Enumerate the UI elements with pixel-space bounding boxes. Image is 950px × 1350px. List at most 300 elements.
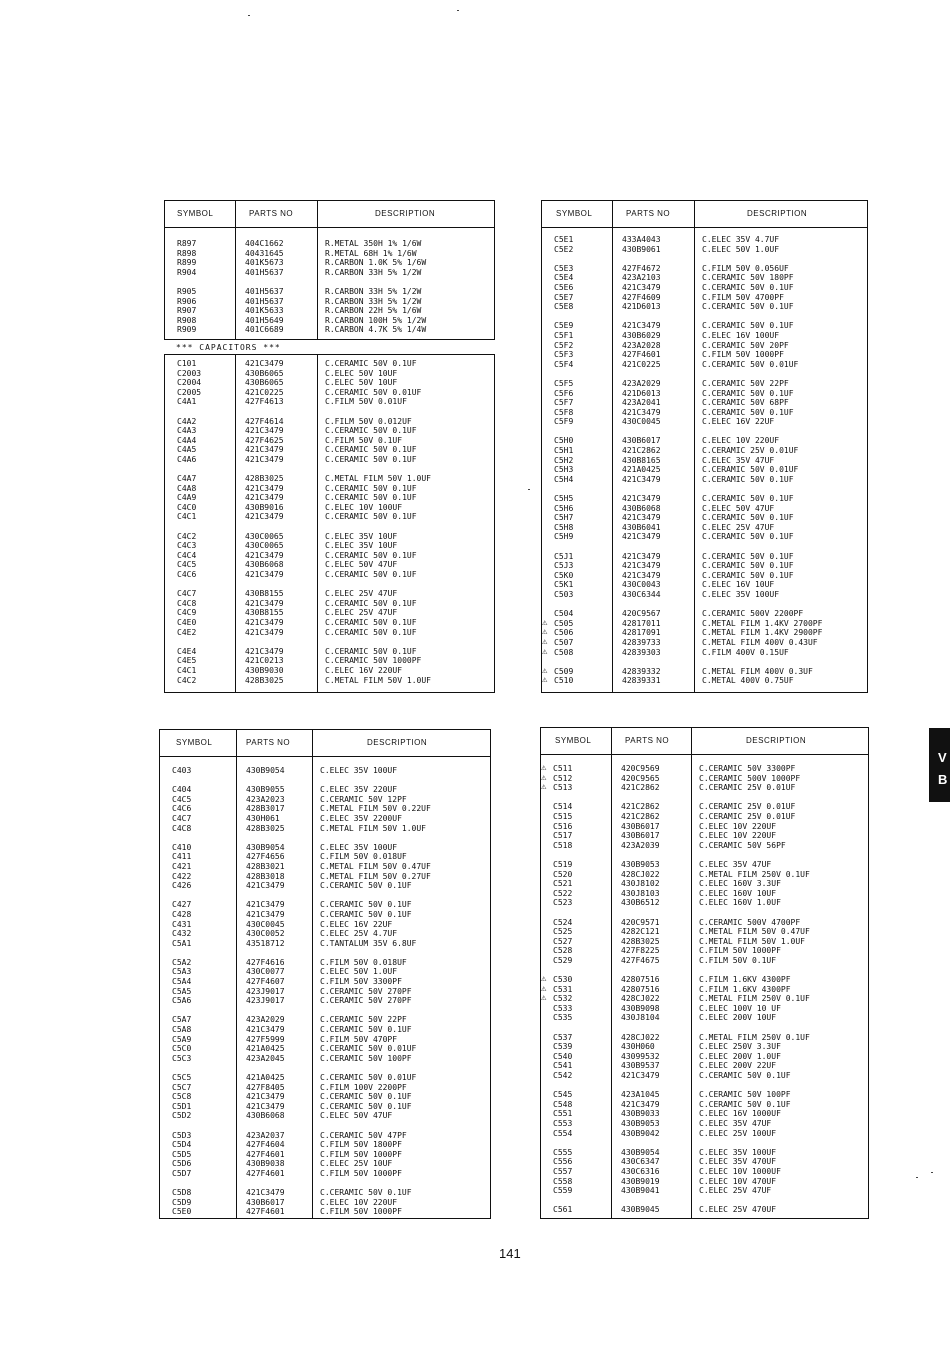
table-row [160,852,490,862]
description-cell: R.CARBON 22H 5% 1/6W [325,306,422,316]
description-cell: C.ELEC 16V 1000UF [699,1109,781,1119]
table-row [160,967,490,977]
table-row [541,1109,868,1119]
table-row [542,465,867,475]
table-row [160,795,490,805]
symbol-cell: C4A5 [177,445,197,455]
parts-no-cell: 430J8103 [621,888,660,898]
table-row [165,268,494,278]
table-row [165,445,494,455]
parts-no-cell: 421C3479 [246,1188,285,1198]
table-row [541,802,868,812]
table-row [160,939,490,949]
table-header [542,201,867,228]
description-cell: C.CERAMIC 50V 0.1UF [702,570,794,580]
row-spacer [165,637,494,647]
description-cell: C.ELEC 35V 100UF [320,842,398,852]
table-row [165,656,494,666]
symbol-cell: C523 [553,898,573,908]
description-cell: C.CERAMIC 50V 0.1UF [325,445,417,455]
row-spacer [542,600,867,610]
row-spacer [165,580,494,590]
table-row [542,504,867,514]
safety-warning-icon: ⚠ [542,627,548,638]
table-row [160,766,490,776]
symbol-cell: C508 [554,647,574,657]
description-cell: C.CERAMIC 50V 0.1UF [320,909,412,919]
table-row [160,1207,490,1217]
description-cell: C.CERAMIC 50V 20PF [702,340,789,350]
parts-no-cell: 430B9016 [245,502,284,512]
table-row [541,994,868,1004]
description-cell: C.CERAMIC 50V 1000PF [325,656,422,666]
table-row [542,523,867,533]
symbol-cell: C5F4 [554,359,574,369]
description-cell: C.FILM 50V 0.01UF [325,397,407,407]
symbol-cell: C5E4 [554,273,574,283]
header-parts-no: PARTS NO [246,738,291,747]
description-cell: R.METAL 350H 1% 1/6W [325,239,422,248]
description-cell: C.ELEC 35V 10UF [325,541,398,551]
table-row [542,379,867,389]
parts-no-cell: 401H5637 [245,286,284,296]
table-row [542,513,867,523]
speck [457,10,459,11]
description-cell: C.FILM 50V 1000PF [320,1168,402,1178]
table-row [542,245,867,255]
parts-no-cell: 427F5999 [246,1034,285,1044]
table-row [541,1004,868,1014]
description-cell: C.CERAMIC 50V 0.1UF [702,494,794,504]
description-cell: C.METAL FILM 250V 0.1UF [699,1032,810,1042]
speck [528,489,530,490]
description-cell: C.CERAMIC 50V 3300PF [699,764,796,773]
parts-no-cell: 4282C121 [621,927,660,937]
symbol-cell: C5H8 [554,522,574,532]
parts-no-cell: 401K5633 [245,306,284,316]
row-spacer [542,542,867,552]
symbol-cell: C516 [553,821,573,831]
symbol-cell: C548 [553,1099,573,1109]
symbol-cell: C5A5 [172,986,192,996]
symbol-cell: R904 [177,267,197,277]
parts-no-cell: 420C9565 [621,773,660,783]
description-cell: C.ELEC 50V 1.0UF [702,244,780,254]
description-cell: C.CERAMIC 50V 0.01UF [320,1044,417,1054]
symbol-cell: C4A8 [177,483,197,493]
parts-no-cell: 430B9033 [621,1109,660,1119]
parts-table-bottom-left [159,729,491,1219]
description-cell: R.METAL 68H 1% 1/6W [325,248,417,258]
symbol-cell: C503 [554,589,574,599]
table-row [165,503,494,513]
parts-no-cell: 421C3479 [622,570,661,580]
parts-no-cell: 430B6017 [621,821,660,831]
description-cell: C.CERAMIC 50V 0.1UF [702,561,794,571]
description-cell: C.METAL FILM 50V 1.0UF [699,936,805,946]
table-row [542,590,867,600]
description-cell: C.FILM 50V 3300PF [320,977,402,987]
parts-no-cell: 430B6512 [621,898,660,908]
description-cell: C.ELEC 160V 1.0UF [699,898,781,908]
description-cell: C.ELEC 35V 10UF [325,531,398,541]
description-cell: C.ELEC 35V 100UF [702,589,780,599]
table-row [541,1129,868,1139]
parts-no-cell: 423A2037 [246,1130,285,1140]
table-row [160,977,490,987]
table-row [165,676,494,686]
parts-no-cell: 421C2862 [621,783,660,793]
table-row [160,862,490,872]
description-cell: C.FILM 50V 0.012UF [325,416,412,426]
symbol-cell: C5F5 [554,378,574,388]
description-cell: C.ELEC 50V 1.0UF [320,967,398,977]
table-row [541,1052,868,1062]
speck [916,1177,918,1178]
parts-no-cell: 421C3479 [622,407,661,417]
table-row [542,398,867,408]
parts-no-cell: 42839733 [622,637,661,647]
table-row [165,551,494,561]
table-row [165,608,494,618]
symbol-cell: C511 [553,764,573,773]
table-row [160,1140,490,1150]
symbol-cell: C4C1 [177,512,197,522]
symbol-cell: C4A1 [177,397,197,407]
table-row [160,1169,490,1179]
description-cell: C.CERAMIC 50V 270PF [320,986,412,996]
table-body [165,239,494,685]
parts-no-cell: 430C0077 [246,967,285,977]
description-cell: C.CERAMIC 50V 0.1UF [325,598,417,608]
table-row [542,331,867,341]
description-cell: R.CARBON 100H 5% 1/2W [325,315,427,325]
table-row [160,1083,490,1093]
description-cell: C.METAL FILM 1.4KV 2700PF [702,618,823,628]
parts-no-cell: 428B3025 [621,936,660,946]
parts-no-cell: 421C3479 [245,646,284,656]
parts-no-cell: 421C3479 [245,483,284,493]
description-cell: C.CERAMIC 50V 0.1UF [702,532,794,542]
description-cell: C.METAL FILM 250V 0.1UF [699,994,810,1004]
parts-no-cell: 427F4616 [246,957,285,967]
description-cell: C.FILM 50V 0.1UF [325,435,403,445]
description-cell: R.CARBON 33H 5% 1/2W [325,267,422,277]
row-spacer [541,1196,868,1206]
parts-no-cell: 428CJ022 [621,1032,660,1042]
description-cell: C.ELEC 10V 220UF [699,831,777,841]
parts-no-cell: 430B9045 [621,1205,660,1215]
table-row [165,512,494,522]
table-row [160,1159,490,1169]
symbol-cell: C403 [172,766,192,775]
table-row [542,341,867,351]
parts-no-cell: 42839303 [622,647,661,657]
parts-no-cell: 423A2039 [621,840,660,850]
side-tab-letter-1: V [938,750,947,765]
symbol-cell: C5D8 [172,1188,192,1198]
safety-warning-icon: ⚠ [541,993,547,1004]
parts-no-cell: 430J8104 [621,1013,660,1023]
description-cell: C.ELEC 50V 10UF [325,368,398,378]
description-cell: C.CERAMIC 50V 0.1UF [702,282,794,292]
table-body [542,235,867,686]
symbol-cell: C555 [553,1147,573,1157]
table-row [542,436,867,446]
symbol-cell: C512 [553,773,573,783]
symbol-cell: C4C4 [177,550,197,560]
table-row [541,889,868,899]
parts-no-cell: 421D6013 [622,388,661,398]
description-cell: C.CERAMIC 50V 22PF [702,378,789,388]
symbol-cell: C521 [553,879,573,889]
table-row [165,570,494,580]
description-cell: C.METAL FILM 50V 1.0UF [325,474,431,484]
description-cell: C.CERAMIC 50V 100PF [320,1053,412,1063]
side-tab-letter-2: B [938,772,948,787]
table-row [160,824,490,834]
description-cell: C.METAL FILM 50V 0.27UF [320,871,431,881]
table-row [165,316,494,326]
description-cell: C.CERAMIC 25V 0.01UF [699,811,796,821]
parts-no-cell: 421C3479 [246,1025,285,1035]
description-cell: C.ELEC 16V 10UF [702,580,775,590]
parts-no-cell: 423A2029 [622,378,661,388]
symbol-cell: C4C8 [172,823,192,833]
description-cell: C.METAL FILM 50V 0.47UF [320,861,431,871]
parts-no-cell: 421C3479 [245,493,284,503]
table-row [160,1131,490,1141]
symbol-cell: C426 [172,881,192,891]
row-spacer [542,427,867,437]
symbol-cell: C4A4 [177,435,197,445]
description-cell: C.METAL FILM 250V 0.1UF [699,869,810,879]
table-row [165,249,494,259]
description-cell: C.ELEC 16V 22UF [702,417,775,427]
header-description: DESCRIPTION [746,736,807,745]
parts-table-top-right [541,200,868,693]
parts-no-cell: 430C6344 [622,589,661,599]
table-row [165,455,494,465]
parts-no-cell: 401H5649 [245,315,284,325]
table-row [160,987,490,997]
symbol-cell: C2003 [177,368,202,378]
description-cell: C.ELEC 16V 100UF [702,330,780,340]
row-spacer [165,407,494,417]
description-cell: C.FILM 50V 0.018UF [320,852,407,862]
symbol-cell: R909 [177,325,197,335]
parts-no-cell: 430B9537 [621,1061,660,1071]
symbol-cell: C506 [554,628,574,638]
row-spacer [160,1179,490,1189]
description-cell: C.CERAMIC 50V 0.1UF [325,358,417,368]
section-header-capacitors [164,339,495,355]
table-row [160,1015,490,1025]
parts-no-cell: 423A2023 [246,794,285,804]
description-cell: C.FILM 50V 1000PF [320,1149,402,1159]
description-cell: C.METAL FILM 50V 0.22UF [320,804,431,814]
symbol-cell: C5F3 [554,350,574,360]
table-row [160,1092,490,1102]
table-row [542,417,867,427]
table-row [541,1033,868,1043]
description-cell: C.ELEC 35V 4.7UF [702,235,780,244]
description-cell: C.ELEC 35V 220UF [320,785,398,795]
description-cell: C.ELEC 16V 220UF [325,665,403,675]
parts-no-cell: 427F4656 [246,852,285,862]
symbol-cell: C557 [553,1166,573,1176]
symbol-cell: C5A2 [172,957,192,967]
parts-no-cell: 430H060 [621,1042,655,1052]
description-cell: C.CERAMIC 50V 0.01UF [702,359,799,369]
table-row [165,493,494,503]
parts-no-cell: 427F4675 [621,955,660,965]
symbol-cell: C5K0 [554,570,574,580]
description-cell: C.CERAMIC 50V 0.1UF [325,570,417,579]
parts-no-cell: 430B6068 [245,560,284,570]
table-row [165,397,494,407]
symbol-cell: C4C8 [177,598,197,608]
symbol-cell: C541 [553,1061,573,1071]
header-symbol: SYMBOL [177,209,214,218]
symbol-cell: C4C6 [172,804,192,814]
symbol-cell: C5E1 [554,235,574,244]
symbol-cell: C5D2 [172,1111,192,1121]
symbol-cell: C5H5 [554,494,574,504]
safety-warning-icon: ⚠ [541,772,547,783]
parts-no-cell: 421C3479 [245,598,284,608]
symbol-cell: R899 [177,258,197,268]
row-spacer [165,464,494,474]
description-cell: C.ELEC 35V 47UF [702,455,775,465]
description-cell: C.METAL FILM 400V 0.3UF [702,666,813,676]
description-cell: C.CERAMIC 50V 47PF [320,1130,407,1140]
symbol-cell: C5H0 [554,436,574,446]
parts-no-cell: 428CJ022 [621,994,660,1004]
symbol-cell: C5D1 [172,1101,192,1111]
table-row [165,297,494,307]
table-row [541,870,868,880]
table-row [165,239,494,249]
description-cell: C.ELEC 25V 47UF [699,1186,772,1196]
symbol-cell: R898 [177,248,197,258]
symbol-cell: C505 [554,618,574,628]
parts-no-cell: 430B6041 [622,522,661,532]
table-row [542,273,867,283]
symbol-cell: C5E6 [554,282,574,292]
table-header [541,728,868,755]
header-description: DESCRIPTION [747,209,808,218]
parts-no-cell: 430J8102 [621,879,660,889]
parts-no-cell: 421C3479 [621,1099,660,1109]
parts-no-cell: 423J9017 [246,996,285,1006]
row-spacer [541,1081,868,1091]
symbol-cell: C5F1 [554,330,574,340]
symbol-cell: C545 [553,1090,573,1100]
symbol-cell: C5E9 [554,321,574,331]
parts-no-cell: 430B9061 [622,244,661,254]
description-cell: C.CERAMIC 50V 12PF [320,794,407,804]
description-cell: C.ELEC 25V 47UF [702,522,775,532]
row-spacer [542,254,867,264]
symbol-cell: C5E7 [554,292,574,302]
symbol-cell: C525 [553,927,573,937]
symbol-cell: C559 [553,1186,573,1196]
symbol-cell: C561 [553,1205,573,1215]
table-row [542,532,867,542]
parts-no-cell: 420C9567 [622,609,661,619]
parts-no-cell: 421C3479 [622,561,661,571]
symbol-cell: C558 [553,1176,573,1186]
parts-no-cell: 427F4601 [246,1149,285,1159]
symbol-cell: C421 [172,861,192,871]
symbol-cell: C5K1 [554,580,574,590]
table-row [541,841,868,851]
table-row [165,378,494,388]
safety-warning-icon: ⚠ [541,983,547,994]
symbol-cell: C5D5 [172,1149,192,1159]
symbol-cell: C5H7 [554,513,574,523]
parts-no-cell: 42839331 [622,676,661,686]
parts-no-cell: 421C3479 [622,494,661,504]
description-cell: C.ELEC 25V 4.7UF [320,929,398,939]
parts-no-cell: 430C0065 [245,541,284,551]
symbol-cell: C5D4 [172,1140,192,1150]
row-spacer [160,891,490,901]
table-row [165,359,494,369]
table-row [165,589,494,599]
parts-no-cell: 428CJ022 [621,869,660,879]
parts-no-cell: 430B6068 [246,1111,285,1121]
parts-no-cell: 430H061 [246,813,280,823]
description-cell: C.ELEC 10V 100UF [325,502,403,512]
table-row [165,560,494,570]
symbol-cell: C5H2 [554,455,574,465]
symbol-cell: C522 [553,888,573,898]
parts-no-cell: 430B9030 [245,665,284,675]
table-row [541,1167,868,1177]
description-cell: C.CERAMIC 500V 1000PF [699,773,801,783]
description-cell: C.CERAMIC 50V 0.1UF [699,1071,791,1080]
symbol-cell: C5H9 [554,532,574,542]
description-cell: C.ELEC 35V 47UF [699,1118,772,1128]
symbol-cell: C5C0 [172,1044,192,1054]
symbol-cell: C530 [553,975,573,985]
description-cell: C.METAL 400V 0.75UF [702,676,794,686]
parts-no-cell: 421C3479 [246,909,285,919]
parts-no-cell: 401H5637 [245,296,284,306]
parts-no-cell: 430B9053 [621,1118,660,1128]
description-cell: C.CERAMIC 50V 0.01UF [325,387,422,397]
parts-no-cell: 421D6013 [622,302,661,312]
symbol-cell: C4C3 [177,541,197,551]
table-row [160,1188,490,1198]
symbol-cell: R907 [177,306,197,316]
symbol-cell: C5H3 [554,465,574,475]
parts-no-cell: 42807516 [621,975,660,985]
parts-no-cell: 430B8165 [622,455,661,465]
table-row [542,475,867,485]
table-row [541,831,868,841]
parts-no-cell: 401H5637 [245,267,284,277]
description-cell: C.CERAMIC 50V 100PF [699,1090,791,1100]
symbol-cell: C5E0 [172,1207,192,1217]
symbol-cell: C5A9 [172,1034,192,1044]
description-cell: C.CERAMIC 50V 22PF [320,1015,407,1025]
description-cell: C.ELEC 35V 100UF [320,766,398,775]
symbol-cell: C4C5 [172,794,192,804]
safety-warning-icon: ⚠ [542,675,548,686]
